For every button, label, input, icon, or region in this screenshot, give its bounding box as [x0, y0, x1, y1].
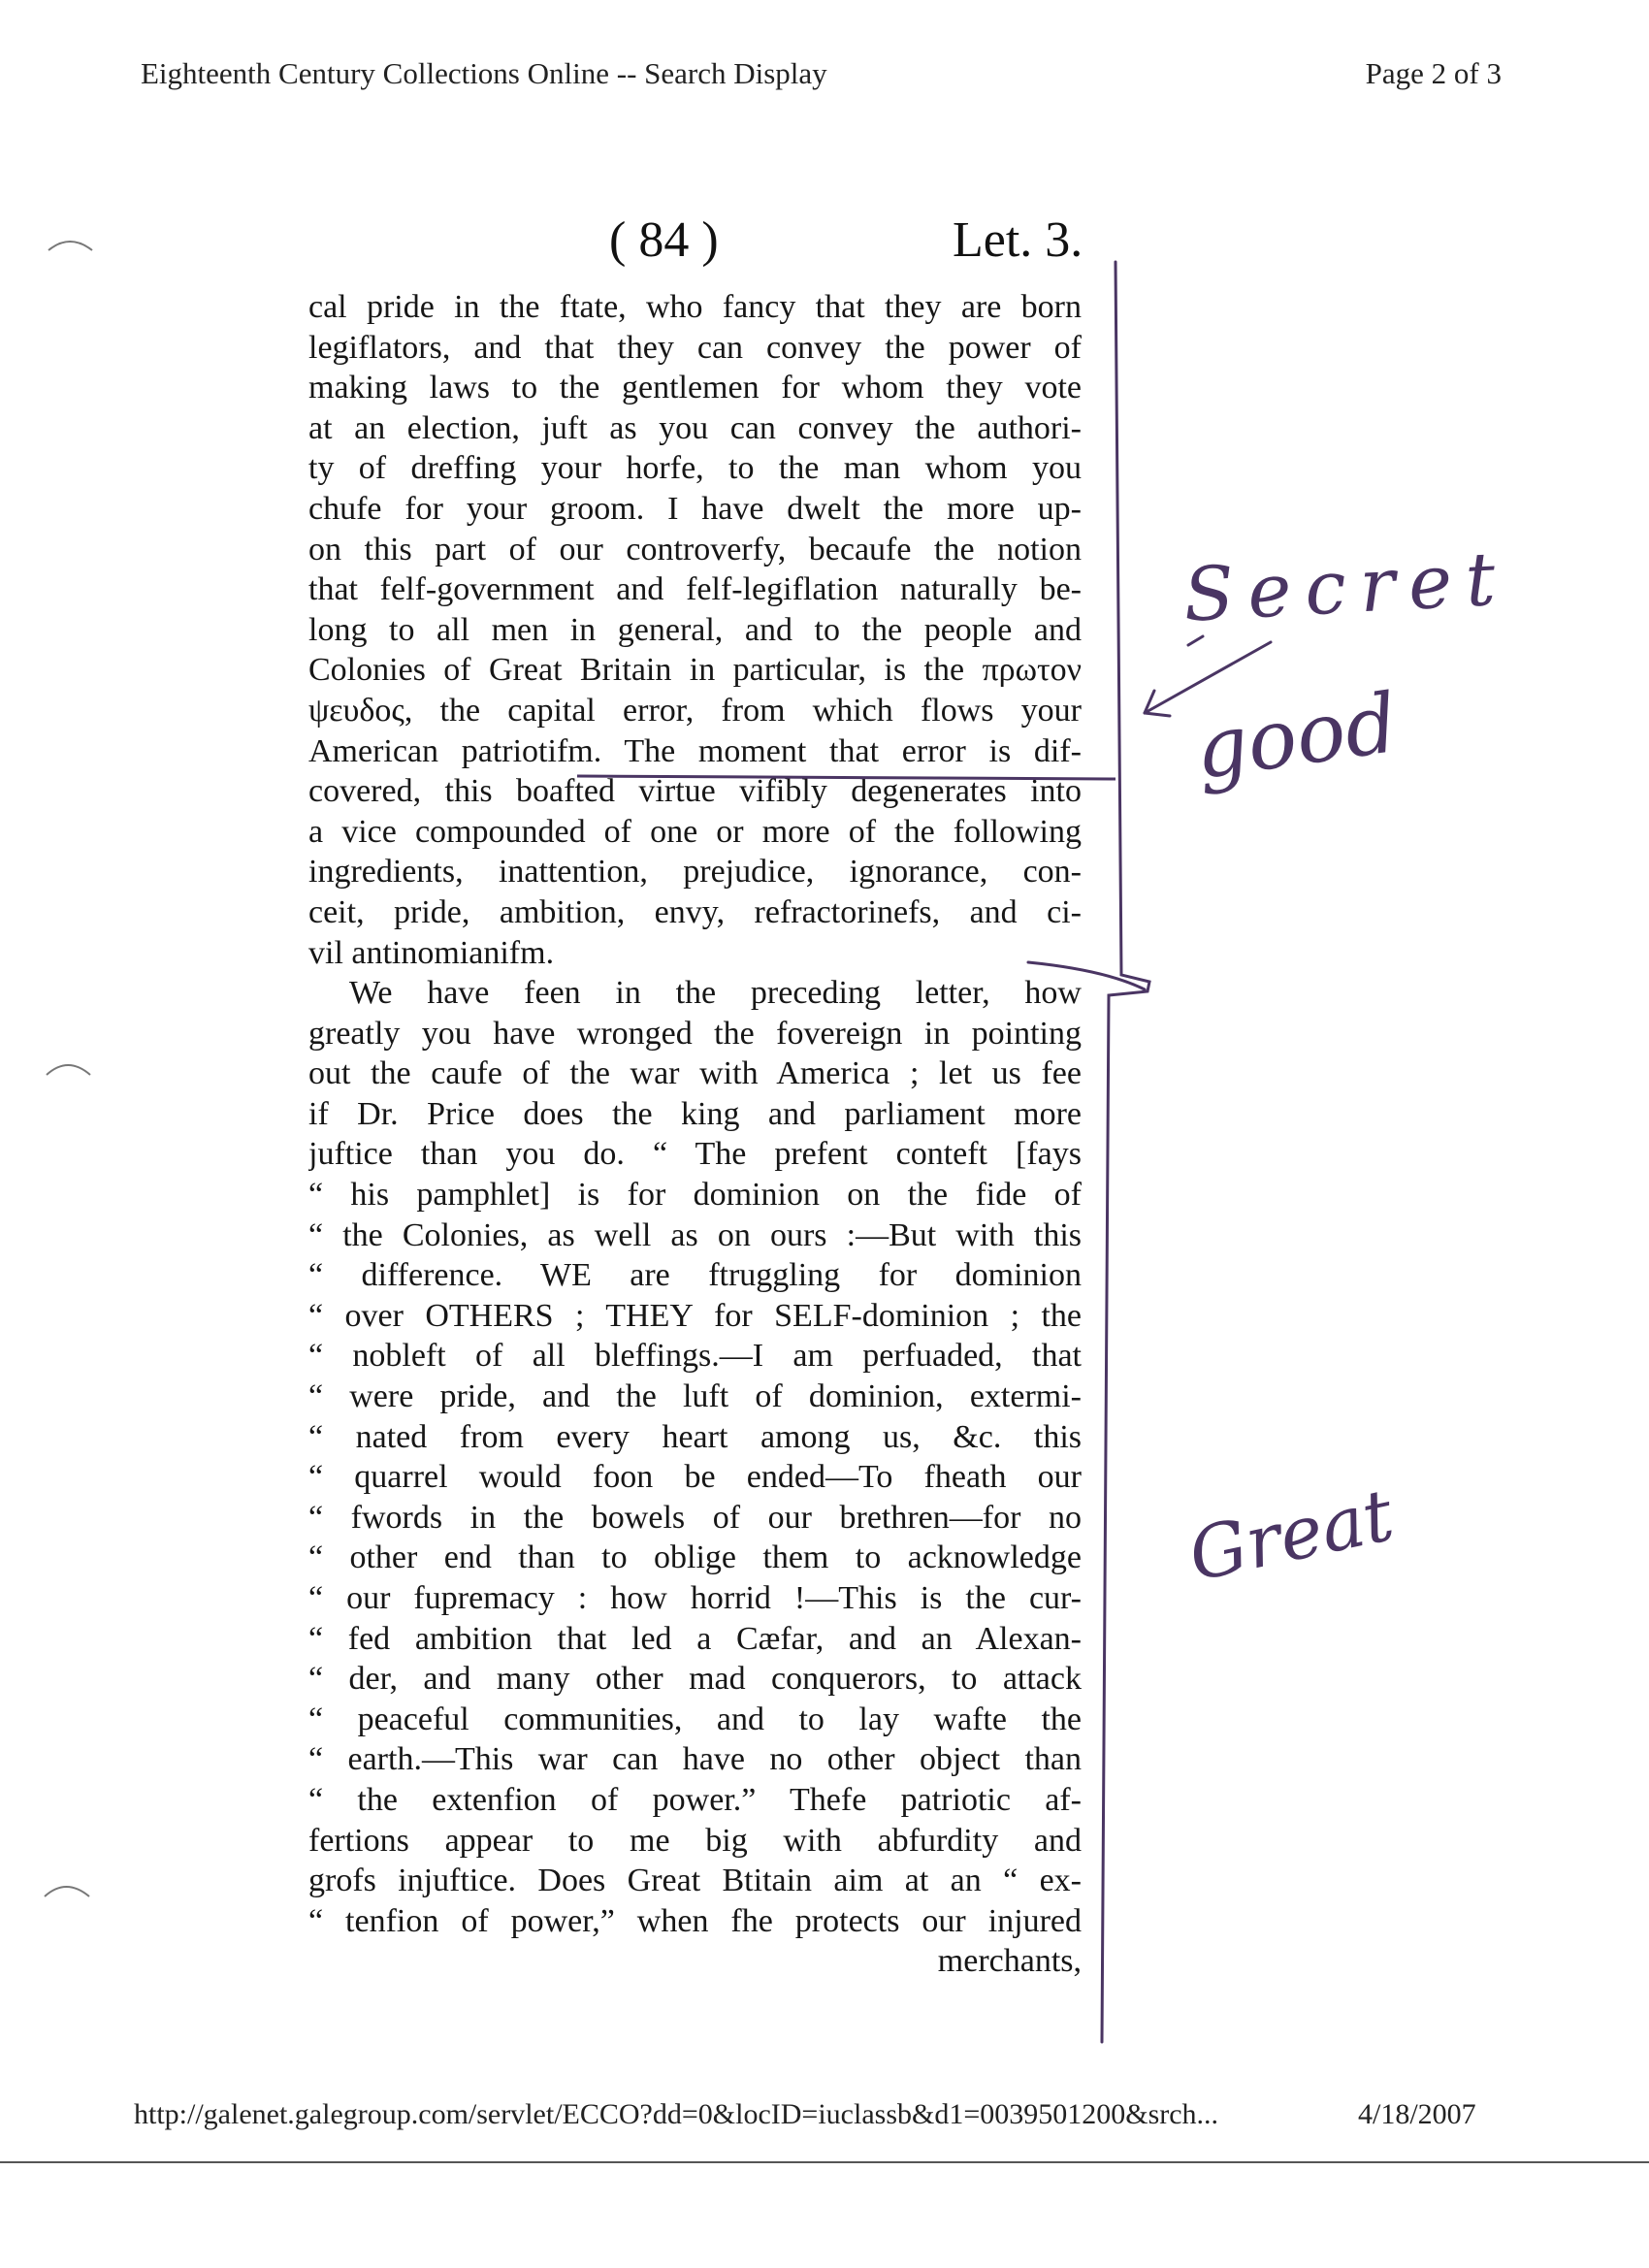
text-line: chufe for your groom. I have dwelt the more up-: [308, 490, 1082, 527]
text-line: “ our fupremacy : how horrid !—This is the cur-: [308, 1580, 1082, 1616]
text-line: “ nobleft of all bleffings.—I am perfuaded, that: [308, 1338, 1082, 1375]
text-line: at an election, juft as you can convey the authori-: [308, 409, 1082, 446]
text-line: out the caufe of the war with America ; let us fee: [308, 1055, 1082, 1092]
print-page-indicator: Page 2 of 3: [1365, 56, 1502, 90]
print-footer-date: 4/18/2007: [1358, 2098, 1476, 2130]
text-line: “ the extenfion of power.” Thefe patriotic af-: [308, 1781, 1082, 1818]
footer-divider: [0, 2161, 1649, 2163]
text-line: long to all men in general, and to the people and: [308, 611, 1082, 648]
text-line: “ other end than to oblige them to acknowledge: [308, 1539, 1082, 1576]
text-line: “ peaceful communities, and to lay wafte the: [308, 1701, 1082, 1737]
print-header-title: Eighteenth Century Collections Online -- Search Display: [141, 56, 827, 90]
text-line: making laws to the gentlemen for whom they vote: [308, 370, 1082, 406]
text-line: “ fwords in the bowels of our brethren—for no: [308, 1499, 1082, 1536]
text-line: merchants,: [937, 1943, 1082, 1980]
text-line: ceit, pride, ambition, envy, refractorinefs, and ci-: [308, 893, 1082, 930]
text-line: ψευδος, the capital error, from which flows your: [308, 692, 1082, 729]
text-line: on this part of our controverfy, becaufe the notion: [308, 531, 1082, 567]
handwritten-note-good: good: [1189, 674, 1404, 798]
text-line: Colonies of Great Britain in particular, is the πρωτον: [308, 652, 1082, 689]
text-line: “ were pride, and the luft of dominion, extermi-: [308, 1378, 1082, 1415]
text-line: “ over OTHERS ; THEY for SELF-dominion ; the: [308, 1297, 1082, 1334]
print-footer-url: http://galenet.galegroup.com/servlet/ECCO?dd=0&locID=iuclassb&d1=0039501200&srch...: [134, 2098, 1219, 2130]
handwritten-note-great: Great: [1181, 1473, 1401, 1599]
handwritten-note-secret: Secret: [1180, 535, 1511, 638]
text-line: juftice than you do. “ The prefent conteft [fays: [308, 1136, 1082, 1173]
text-line: “ the Colonies, as well as on ours :—But with this: [308, 1216, 1082, 1253]
text-line: “ earth.—This war can have no other object than: [308, 1741, 1082, 1778]
text-line: ingredients, inattention, prejudice, ignorance, con-: [308, 854, 1082, 891]
text-line: grofs injuftice. Does Great Btitain aim at an “ ex-: [308, 1863, 1082, 1899]
text-line: fertions appear to me big with abfurdity and: [308, 1822, 1082, 1859]
text-line: “ nated from every heart among us, &c. this: [308, 1418, 1082, 1455]
text-line: legiflators, and that they can convey the power of: [308, 329, 1082, 366]
text-line: ty of dreffing your horfe, to the man whom you: [308, 450, 1082, 487]
book-letter-label: Let. 3.: [953, 212, 1083, 268]
text-line: American patriotifm. The moment that error is dif-: [308, 732, 1082, 769]
text-line: greatly you have wronged the fovereign in pointing: [308, 1015, 1082, 1052]
page-body-text: [308, 287, 1082, 1982]
text-line: We have feen in the preceding letter, how: [349, 975, 1082, 1012]
text-line: “ fed ambition that led a Cæfar, and an Alexan-: [308, 1620, 1082, 1657]
text-line: that felf-government and felf-legiflation naturally be-: [308, 571, 1082, 608]
binder-hole-marks: [45, 242, 92, 1896]
book-page-number: ( 84 ): [609, 212, 719, 268]
text-line: “ quarrel would foon be ended—To fheath our: [308, 1459, 1082, 1496]
text-line: a vice compounded of one or more of the following: [308, 813, 1082, 850]
text-line: “ his pamphlet] is for dominion on the fide of: [308, 1177, 1082, 1214]
text-line: cal pride in the ftate, who fancy that they are born: [308, 289, 1082, 325]
text-line: if Dr. Price does the king and parliament more: [308, 1095, 1082, 1132]
text-line: covered, this boafted virtue vifibly degenerates into: [308, 773, 1082, 810]
text-line: “ difference. WE are ftruggling for dominion: [308, 1257, 1082, 1294]
text-line: “ tenfion of power,” when fhe protects our injured: [308, 1902, 1082, 1939]
text-line: “ der, and many other mad conquerors, to attack: [308, 1661, 1082, 1698]
text-line: vil antinomianifm.: [308, 934, 555, 971]
